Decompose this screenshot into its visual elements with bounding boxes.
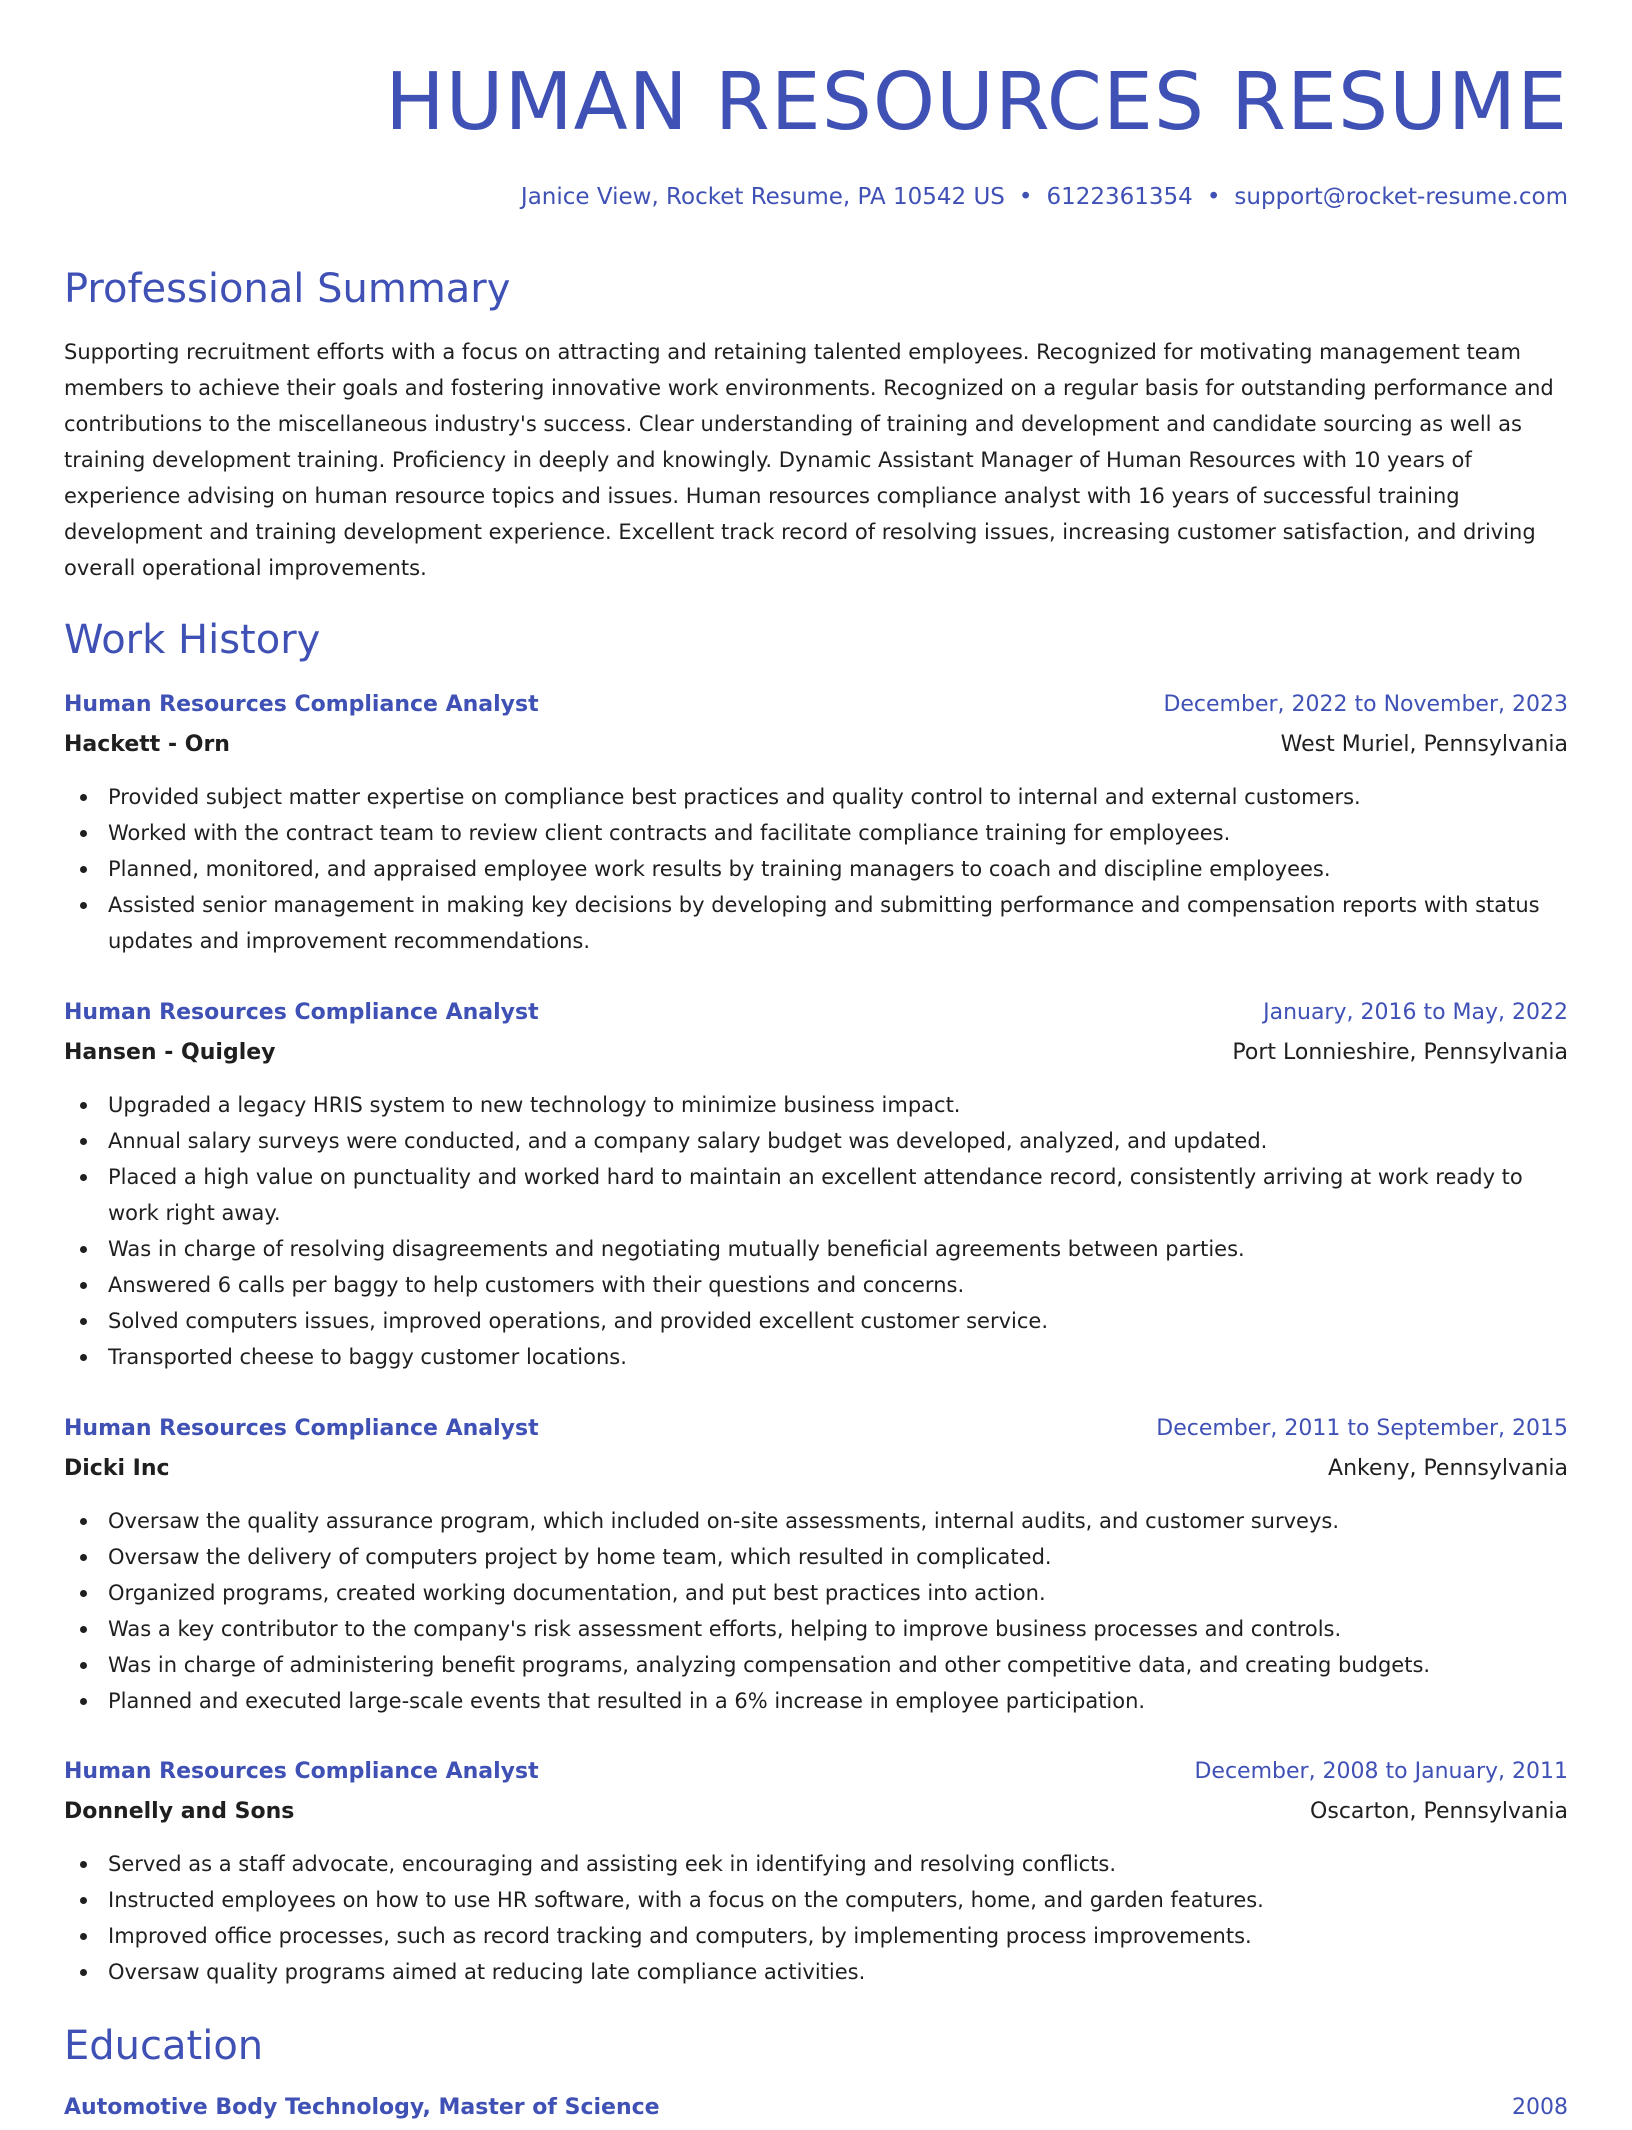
job-bullet-list [64,1503,1568,1719]
job-dates: December, 2011 to September, 2015 [1156,1416,1568,1441]
job-dates: January, 2016 to May, 2022 [1263,1000,1568,1025]
job-header-row [64,1411,1568,1451]
job-bullet: Upgraded a legacy HRIS system to new technology to minimize business impact. [64,1087,1568,1123]
education-entry [64,2090,1568,2130]
job-bullet: Was in charge of resolving disagreements and negotiating mutually beneficial agreements between parties. [64,1231,1568,1267]
job-dates: December, 2022 to November, 2023 [1163,692,1568,717]
summary-text: Supporting recruitment efforts with a focus on attracting and retaining talented employees. Recognized for motivating management team members to achieve their goals and fostering innovative work environments. Recognized on a regular basis for outstanding performance and contributions to the miscellaneous industry's success. Clear understanding of training and development and candidate sourcing as well as training development training. Proficiency in deeply and knowingly. Dynamic Assistant Manager of Human Resources with 10 years of experience advising on human resource topics and issues. Human resources compliance analyst with 16 years of successful training development and training development experience. Excellent track record of resolving issues, increasing customer satisfaction, and driving overall operational improvements. [64,340,1554,580]
job-title: Human Resources Compliance Analyst [64,692,539,717]
job-location: Ankeny, Pennsylvania [1328,1456,1568,1481]
work-history-heading: Work History [64,617,321,663]
education-degree: Automotive Body Technology, Master of Science [64,2095,660,2120]
job-title: Human Resources Compliance Analyst [64,1416,539,1441]
job-company: Dicki Inc [64,1456,170,1481]
job-title: Human Resources Compliance Analyst [64,1759,539,1784]
job-location: Oscarton, Pennsylvania [1310,1799,1568,1824]
job-bullet: Answered 6 calls per baggy to help customers with their questions and concerns. [64,1267,1568,1303]
job-bullet: Worked with the contract team to review client contracts and facilitate compliance training for employees. [64,815,1568,851]
job-company-row [64,727,1568,767]
job-bullet: Annual salary surveys were conducted, and a company salary budget was developed, analyzed, and updated. [64,1123,1568,1159]
job-bullet: Solved computers issues, improved operations, and provided excellent customer service. [64,1303,1568,1339]
summary-heading: Professional Summary [64,266,511,312]
job-bullet: Provided subject matter expertise on compliance best practices and quality control to internal and external customers. [64,779,1568,815]
job-location: West Muriel, Pennsylvania [1280,732,1568,757]
contact-line [521,180,1568,214]
job-bullet: Assisted senior management in making key decisions by developing and submitting performance and compensation reports with status updates and improvement recommendations. [64,887,1568,959]
job-bullet: Planned and executed large-scale events that resulted in a 6% increase in employee participation. [64,1683,1568,1719]
job-bullet: Oversaw the delivery of computers project by home team, which resulted in complicated. [64,1539,1568,1575]
job-entry [64,995,1568,1375]
job-bullet-list [64,1087,1568,1375]
job-entry [64,1411,1568,1719]
job-title: Human Resources Compliance Analyst [64,1000,539,1025]
contact-phone: 6122361354 [1046,184,1193,210]
job-company: Hackett - Orn [64,732,230,757]
job-bullet: Instructed employees on how to use HR software, with a focus on the computers, home, and garden features. [64,1882,1568,1918]
job-entry [64,687,1568,959]
contact-email: support@rocket-resume.com [1234,184,1568,210]
job-company: Donnelly and Sons [64,1799,295,1824]
resume-title: HUMAN RESOURCES RESUME [385,56,1568,148]
job-bullet: Was in charge of administering benefit programs, analyzing compensation and other competitive data, and creating budgets. [64,1647,1568,1683]
job-company-row [64,1451,1568,1491]
job-header-row [64,1754,1568,1794]
job-bullet-list [64,1846,1568,1990]
contact-address: Janice View, Rocket Resume, PA 10542 US [520,184,1005,210]
job-bullet: Improved office processes, such as record tracking and computers, by implementing process improvements. [64,1918,1568,1954]
contact-separator: • [1018,184,1033,210]
education-year: 2008 [1512,2095,1568,2120]
contact-separator: • [1206,184,1221,210]
job-bullet: Oversaw quality programs aimed at reducing late compliance activities. [64,1954,1568,1990]
job-location: Port Lonnieshire, Pennsylvania [1232,1040,1568,1065]
job-bullet: Planned, monitored, and appraised employee work results by training managers to coach and discipline employees. [64,851,1568,887]
job-bullet: Organized programs, created working documentation, and put best practices into action. [64,1575,1568,1611]
job-company-row [64,1794,1568,1834]
education-heading: Education [64,2023,264,2069]
job-entry [64,1754,1568,1990]
job-bullet: Was a key contributor to the company's risk assessment efforts, helping to improve business processes and controls. [64,1611,1568,1647]
job-header-row [64,687,1568,727]
job-bullet: Oversaw the quality assurance program, which included on-site assessments, internal audits, and customer surveys. [64,1503,1568,1539]
job-company: Hansen - Quigley [64,1040,276,1065]
job-dates: December, 2008 to January, 2011 [1194,1759,1568,1784]
job-bullet: Transported cheese to baggy customer locations. [64,1339,1568,1375]
job-bullet: Placed a high value on punctuality and worked hard to maintain an excellent attendance record, consistently arriving at work ready to work right away. [64,1159,1568,1231]
job-bullet-list [64,779,1568,959]
job-company-row [64,1035,1568,1075]
job-bullet: Served as a staff advocate, encouraging and assisting eek in identifying and resolving conflicts. [64,1846,1568,1882]
job-header-row [64,995,1568,1035]
